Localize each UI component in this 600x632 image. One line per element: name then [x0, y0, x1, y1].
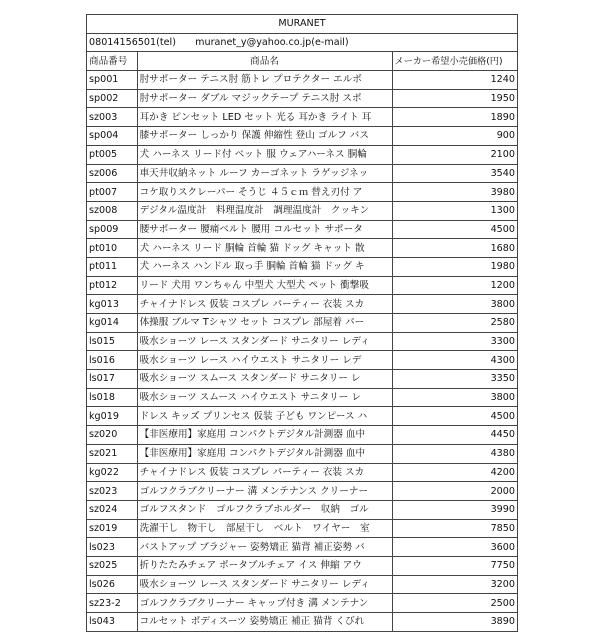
table-row	[87, 89, 518, 108]
header-name: 商品名	[137, 52, 392, 71]
table-row	[87, 500, 518, 519]
product-name: コルセット ボディスーツ 姿勢矯正 補正 猫背 くびれ	[137, 613, 392, 632]
product-name: 腰サポーター 腰痛ベルト 腰用 コルセット サポータ	[137, 220, 392, 239]
table-row	[87, 556, 518, 575]
product-name: 吸水ショーツ レース ハイウエスト サニタリー レデ	[137, 351, 392, 370]
product-name: リード 犬用 ワンちゃん 中型犬 大型犬 ペット 衝撃吸	[137, 276, 392, 295]
product-price: 4300	[392, 351, 517, 370]
price-list-table	[86, 14, 518, 632]
product-code: sz019	[87, 519, 138, 538]
product-code: pt012	[87, 276, 138, 295]
product-code: sz024	[87, 500, 138, 519]
product-code: sp002	[87, 89, 138, 108]
table-row	[87, 276, 518, 295]
product-name: 車天井収納ネット ルーフ カーゴネット ラゲッジネッ	[137, 164, 392, 183]
table-row	[87, 575, 518, 594]
product-code: pt010	[87, 239, 138, 258]
product-price: 2000	[392, 482, 517, 501]
product-price: 4200	[392, 463, 517, 482]
product-price: 3890	[392, 613, 517, 632]
table-row	[87, 538, 518, 557]
table-row	[87, 108, 518, 127]
product-code: pt005	[87, 145, 138, 164]
product-price: 2100	[392, 145, 517, 164]
sheet-title: MURANET	[87, 15, 518, 34]
product-name: 耳かき ピンセット LED セット 光る 耳かき ライト 耳	[137, 108, 392, 127]
product-name: 肘サポーター テニス肘 筋トレ プロテクター エルボ	[137, 71, 392, 90]
product-price: 4500	[392, 220, 517, 239]
contact-info: 08014156501(tel) muranet_y@yahoo.co.jp(e-mail)	[87, 33, 518, 52]
table-row	[87, 145, 518, 164]
price-list-sheet	[86, 14, 518, 632]
product-name: 吸水ショーツ レース スタンダード サニタリー レディ	[137, 575, 392, 594]
table-row	[87, 426, 518, 445]
product-price: 3600	[392, 538, 517, 557]
product-price: 1980	[392, 257, 517, 276]
product-price: 3300	[392, 332, 517, 351]
product-price: 7750	[392, 556, 517, 575]
product-code: ls026	[87, 575, 138, 594]
product-code: ls016	[87, 351, 138, 370]
table-row	[87, 164, 518, 183]
product-code: kg013	[87, 295, 138, 314]
product-code: sp004	[87, 127, 138, 146]
product-price: 3800	[392, 388, 517, 407]
table-row	[87, 183, 518, 202]
product-name: 【非医療用】家庭用 コンパクトデジタル計測器 血中	[137, 426, 392, 445]
product-code: sp001	[87, 71, 138, 90]
header-price: メーカー希望小売価格(円)	[392, 52, 517, 71]
product-price: 4380	[392, 444, 517, 463]
product-code: ls023	[87, 538, 138, 557]
product-name: コケ取りスクレーパー そうじ ４５ｃｍ 替え刃付 ア	[137, 183, 392, 202]
product-name: ゴルフスタンド ゴルフクラブホルダー 収納 ゴル	[137, 500, 392, 519]
product-price: 1240	[392, 71, 517, 90]
table-row	[87, 407, 518, 426]
table-row	[87, 482, 518, 501]
product-price: 1890	[392, 108, 517, 127]
product-code: sz020	[87, 426, 138, 445]
product-code: ls018	[87, 388, 138, 407]
product-code: sz021	[87, 444, 138, 463]
product-price: 3350	[392, 370, 517, 389]
product-price: 3540	[392, 164, 517, 183]
product-code: sz003	[87, 108, 138, 127]
table-row	[87, 239, 518, 258]
product-name: 犬 ハーネス ハンドル 取っ手 胴輪 首輪 猫 ドッグ キ	[137, 257, 392, 276]
product-price: 1300	[392, 201, 517, 220]
header-code: 商品番号	[87, 52, 138, 71]
product-code: ls017	[87, 370, 138, 389]
product-price: 4450	[392, 426, 517, 445]
table-row	[87, 332, 518, 351]
product-code: pt007	[87, 183, 138, 202]
product-price: 3990	[392, 500, 517, 519]
product-name: ドレス キッズ プリンセス 仮装 子ども ワンピース ハ	[137, 407, 392, 426]
product-code: sz006	[87, 164, 138, 183]
contact-row	[87, 33, 518, 52]
product-code: ls043	[87, 613, 138, 632]
product-name: ゴルフクラブクリーナー 溝 メンテナンス クリーナー	[137, 482, 392, 501]
table-row	[87, 463, 518, 482]
product-code: kg014	[87, 314, 138, 333]
product-code: sz23-2	[87, 594, 138, 613]
product-price: 3800	[392, 295, 517, 314]
product-price: 3980	[392, 183, 517, 202]
table-row	[87, 594, 518, 613]
table-row	[87, 444, 518, 463]
table-row	[87, 314, 518, 333]
product-price: 7850	[392, 519, 517, 538]
product-name: 犬 ハーネス リード 胴輪 首輪 猫 ドッグ キャット 散	[137, 239, 392, 258]
product-name: バストアップ ブラジャー 姿勢矯正 猫背 補正姿勢 バ	[137, 538, 392, 557]
table-row	[87, 257, 518, 276]
product-code: sz023	[87, 482, 138, 501]
product-name: 【非医療用】家庭用 コンパクトデジタル計測器 血中	[137, 444, 392, 463]
product-name: 膝サポーター しっかり 保護 伸縮性 登山 ゴルフ バス	[137, 127, 392, 146]
product-name: 吸水ショーツ レース スタンダード サニタリー レディ	[137, 332, 392, 351]
product-name: 吸水ショーツ スムース ハイウエスト サニタリー レ	[137, 388, 392, 407]
table-row	[87, 351, 518, 370]
table-row	[87, 220, 518, 239]
product-code: kg022	[87, 463, 138, 482]
product-name: 犬 ハーネス リード付 ベット 服 ウェアハーネス 胴輪	[137, 145, 392, 164]
product-code: sz008	[87, 201, 138, 220]
product-price: 2580	[392, 314, 517, 333]
product-price: 3200	[392, 575, 517, 594]
product-name: 体操服 ブルマ Tシャツ セット コスプレ 部屋着 パー	[137, 314, 392, 333]
product-code: kg019	[87, 407, 138, 426]
header-row	[87, 52, 518, 71]
product-price: 1200	[392, 276, 517, 295]
product-name: チャイナドレス 仮装 コスプレ パーティー 衣装 スカ	[137, 295, 392, 314]
table-row	[87, 370, 518, 389]
table-row	[87, 127, 518, 146]
product-price: 1680	[392, 239, 517, 258]
table-row	[87, 613, 518, 632]
product-code: sp009	[87, 220, 138, 239]
product-price: 2500	[392, 594, 517, 613]
product-name: 肘サポーター ダブル マジックテープ テニス肘 スポ	[137, 89, 392, 108]
table-row	[87, 201, 518, 220]
product-name: ゴルフクラブクリーナー キャップ付き 溝 メンテナン	[137, 594, 392, 613]
product-price: 4500	[392, 407, 517, 426]
product-code: sz025	[87, 556, 138, 575]
product-name: 吸水ショーツ スムース スタンダード サニタリー レ	[137, 370, 392, 389]
table-row	[87, 71, 518, 90]
product-price: 900	[392, 127, 517, 146]
title-row	[87, 15, 518, 34]
table-row	[87, 388, 518, 407]
product-name: デジタル温度計 料理温度計 調理温度計 クッキン	[137, 201, 392, 220]
table-row	[87, 519, 518, 538]
product-name: 折りたたみチェア ポータブルチェア イス 伸縮 アウ	[137, 556, 392, 575]
product-price: 1950	[392, 89, 517, 108]
product-code: pt011	[87, 257, 138, 276]
product-code: ls015	[87, 332, 138, 351]
table-row	[87, 295, 518, 314]
product-name: チャイナドレス 仮装 コスプレ パーティー 衣装 スカ	[137, 463, 392, 482]
product-name: 洗濯干し 物干し 部屋干し ベルト ワイヤー 室	[137, 519, 392, 538]
